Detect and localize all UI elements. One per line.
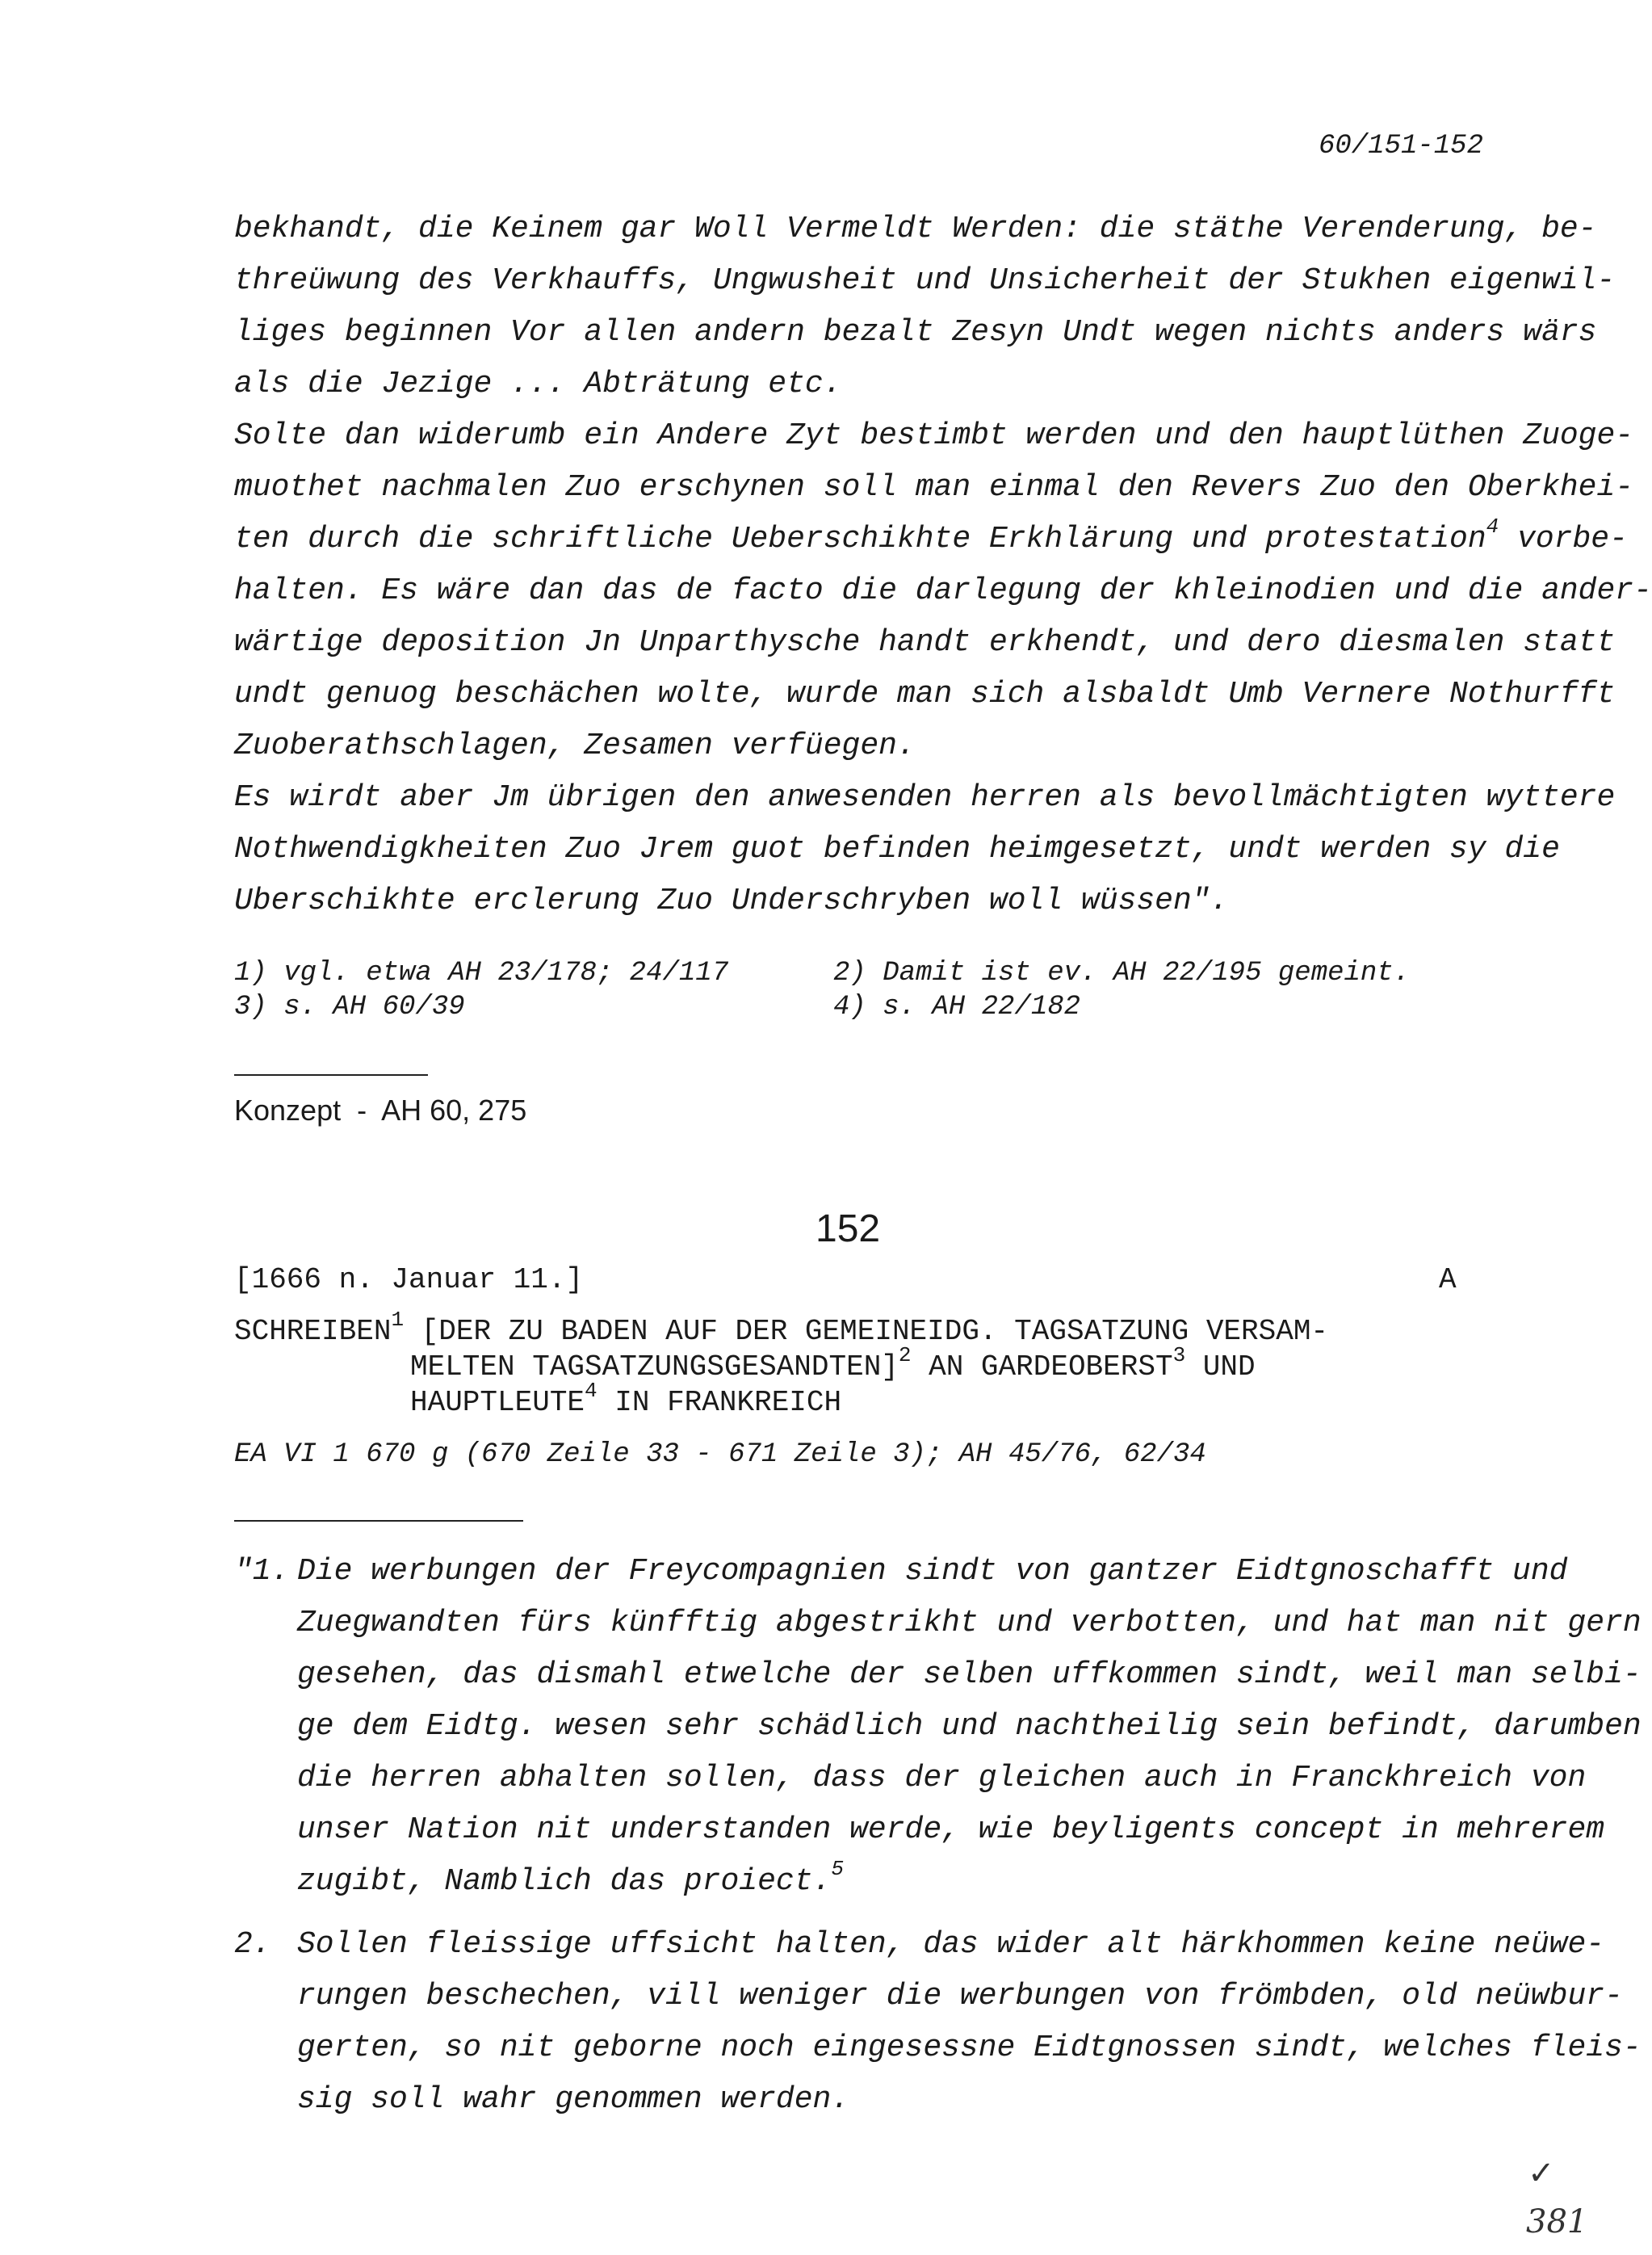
item-line: die herren abhalten sollen, dass der gleichen auch in Franckhreich von — [297, 1761, 1587, 1795]
body-line: undt genuog beschächen wolte, wurde man sich alsbaldt Umb Vernere Nothurfft — [234, 677, 1616, 712]
body-line: Zuoberathschlagen, Zesamen verfüegen. — [234, 729, 916, 763]
footnote-marker: 5 — [831, 1857, 844, 1882]
body-line: wärtige deposition Jn Unparthysche handt erkhendt, und dero diesmalen statt — [234, 625, 1616, 660]
body-line: Uberschikhte erclerung Zuo Underschryben woll wüssen". — [234, 884, 1229, 918]
body-line: liges beginnen Vor allen andern bezalt Zesyn Undt wegen nichts anders wärs — [234, 315, 1597, 350]
footnote: 4) s. AH 22/182 — [833, 992, 1081, 1023]
footnote-marker: 4 — [1486, 514, 1499, 540]
document-date: [1666 n. Januar 11.] — [234, 1263, 584, 1296]
body-line: bekhandt, die Keinem gar Woll Vermeldt Werden: die stäthe Verenderung, be- — [234, 212, 1597, 246]
footnote: 3) s. AH 60/39 — [234, 992, 465, 1023]
item-number: "1. — [234, 1554, 290, 1589]
body-line: halten. Es wäre dan das de facto die darlegung der khleinodien und die ander- — [234, 573, 1652, 608]
footnote: 2) Damit ist ev. AH 22/195 gemeint. — [833, 958, 1411, 989]
document-number: 152 — [816, 1207, 881, 1250]
footnote-marker: 3 — [1172, 1343, 1186, 1367]
item-line: Sollen fleissige uffsicht halten, das wider alt härkhommen keine neüwe- — [297, 1927, 1605, 1962]
separator-rule — [234, 1074, 428, 1076]
document-reference: EA VI 1 670 g (670 Zeile 33 - 671 Zeile 3); AH 45/76, 62/34 — [234, 1439, 1206, 1470]
item-line: gesehen, das dismahl etwelche der selben uffkommen sindt, weil man selbi- — [297, 1657, 1642, 1692]
body-line: als die Jezige ... Abträtung etc. — [234, 367, 842, 401]
item-line: zugibt, Namblich das proiect.$^5$ — [297, 1857, 844, 1899]
separator-rule — [234, 1520, 523, 1522]
footnote-marker: 1 — [391, 1308, 405, 1332]
footnote-marker: 4 — [585, 1379, 597, 1403]
footnote-marker: 2 — [898, 1343, 912, 1367]
item-line: sig soll wahr genommen werden. — [297, 2082, 850, 2117]
check-mark-icon: ✓ — [1528, 2155, 1555, 2192]
footnote: 1) vgl. etwa AH 23/178; 24/117 — [234, 958, 729, 989]
item-line: rungen beschechen, vill weniger die werbungen von frömbden, old neüwbur- — [297, 1979, 1623, 2014]
body-line: Solte dan widerumb ein Andere Zyt bestimbt werden und den hauptlüthen Zuoge- — [234, 418, 1634, 453]
item-line: gerten, so nit geborne noch eingesessne Eidtgnossen sindt, welches fleis- — [297, 2030, 1642, 2065]
title-line: HAUPTLEUTE$^4$ IN FRANKREICH — [410, 1379, 842, 1419]
handwritten-number: 381 — [1526, 2203, 1588, 2240]
item-line: ge dem Eidtg. wesen sehr schädlich und nachtheilig sein befindt, darumben — [297, 1709, 1642, 1744]
body-line: ten durch die schriftliche Ueberschikhte Erkhlärung und protestation$^4$ vorbe- — [234, 514, 1628, 556]
item-line: Die werbungen der Freycompagnien sindt von gantzer Eidtgnoschafft und — [297, 1554, 1568, 1589]
item-number: 2. — [234, 1927, 271, 1962]
body-line: threüwung des Verkhauffs, Ungwusheit und Unsicherheit der Stukhen eigenwil- — [234, 263, 1616, 298]
body-line: muothet nachmalen Zuo erschynen soll man einmal den Revers Zuo den Oberkhei- — [234, 470, 1634, 505]
item-line: unser Nation nit understanden werde, wie beyligents concept in mehrerem — [297, 1812, 1605, 1847]
title-line: MELTEN TAGSATZUNGSGESANDTEN]$^2$ AN GARDEOBERST$^3$ UND — [410, 1343, 1256, 1384]
source-note: Konzept - AH 60, 275 — [234, 1094, 527, 1127]
page-reference: 60/151-152 — [1318, 131, 1483, 162]
item-line: Zuegwandten fürs künfftig abgestrikht und verbotten, und hat man nit gern — [297, 1606, 1642, 1640]
title-line: SCHREIBEN$^1$ [DER ZU BADEN AUF DER GEMEINEIDG. TAGSATZUNG VERSAM- — [234, 1308, 1329, 1348]
body-line: Es wirdt aber Jm übrigen den anwesenden herren als bevollmächtigten wyttere — [234, 780, 1616, 815]
document-letter: A — [1439, 1263, 1457, 1296]
body-line: Nothwendigkheiten Zuo Jrem guot befinden heimgesetzt, undt werden sy die — [234, 832, 1560, 867]
